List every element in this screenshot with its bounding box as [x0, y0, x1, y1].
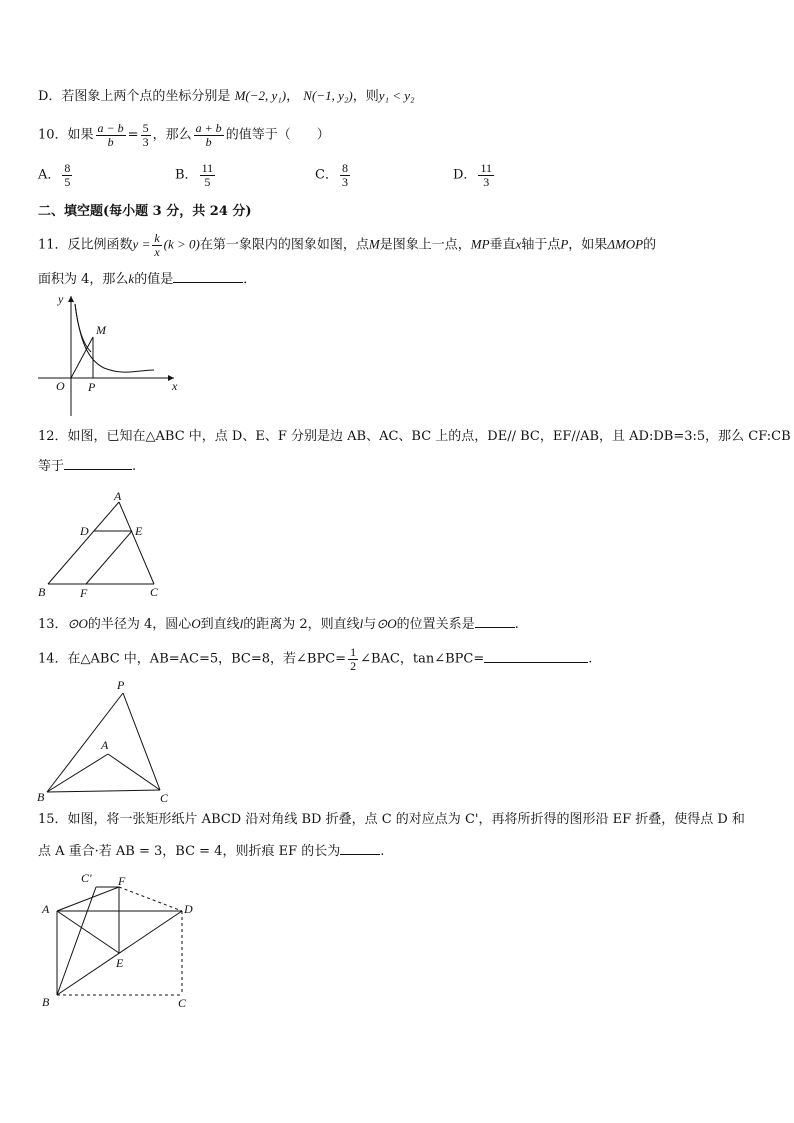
q11-mid6: 的 — [643, 237, 657, 253]
label-c-prime: C' — [81, 871, 92, 885]
q10-stem-pre: 10．如果 — [38, 127, 94, 143]
option-label: B． — [175, 167, 198, 183]
label-o: O — [56, 379, 65, 393]
period: ． — [243, 272, 257, 287]
option-fraction — [200, 162, 216, 188]
label-a: A — [114, 489, 122, 503]
center-o: O — [191, 616, 201, 631]
q14 — [38, 646, 592, 672]
q11-figure — [34, 290, 194, 420]
label-a: A — [42, 902, 50, 916]
side-ac — [119, 502, 154, 584]
y-axis-arrow — [68, 296, 74, 302]
label-b: B — [42, 995, 50, 1009]
segment-ac — [108, 754, 160, 790]
label-p: P — [117, 678, 125, 692]
line-l: l — [359, 616, 364, 631]
frac-den: 2 — [350, 658, 357, 673]
frac-den: 3 — [142, 134, 149, 149]
label-a: A — [101, 738, 109, 752]
q15-figure — [34, 866, 204, 1012]
label-p: P — [88, 380, 96, 394]
q12-line1: 12．如图，已知在△ABC 中，点 D、E、F 分别是边 AB、AC、BC 上的点，DE// BC，EF//AB，且 AD:DB=3:5，那么 CF:CB — [38, 429, 791, 444]
segment-fd-dashed — [119, 887, 182, 911]
q12-line2 — [38, 459, 136, 475]
segment-bp — [47, 693, 123, 792]
frac-num: a + b — [195, 121, 222, 135]
q10-stem — [38, 122, 330, 148]
q15-line2 — [38, 844, 384, 860]
q11-line2-pre: 面积为 4，那么 — [38, 272, 129, 287]
option-fraction — [62, 162, 72, 188]
q10-stem-mid: ，那么 — [152, 127, 192, 143]
q13-mid4: 与 — [363, 617, 377, 632]
circle-o: ⊙O — [67, 616, 88, 631]
label-d: D — [80, 524, 89, 538]
q13-mid1: 的半径为 4，圆心 — [87, 617, 192, 632]
frac-num: 1 — [350, 645, 357, 659]
separator: ， — [286, 89, 300, 104]
q11-line1 — [38, 232, 656, 258]
q10-option-d — [453, 162, 496, 188]
q9-option-d — [38, 88, 415, 105]
point-n-coord: N(−1, y₂) — [303, 88, 353, 103]
fraction-a-minus-b-over-b — [96, 122, 126, 148]
q9d-mid: ，则 — [352, 89, 379, 104]
q12-line2-text: 等于 — [38, 459, 65, 474]
line-l: l — [239, 616, 244, 631]
answer-blank[interactable] — [173, 281, 243, 283]
option-label: A． — [38, 167, 61, 183]
inequality: y₁ < y₂ — [378, 88, 415, 103]
answer-blank[interactable] — [64, 468, 132, 470]
frac-den: 5 — [64, 174, 71, 189]
q10-option-c — [315, 162, 352, 188]
triangle-mop: ΔMOP — [607, 236, 644, 252]
frac-num: 8 — [64, 161, 71, 175]
point-p: P — [560, 236, 569, 252]
fraction-a-plus-b-over-b — [194, 122, 224, 148]
equals-sign: = — [127, 127, 139, 143]
q13 — [38, 616, 519, 633]
period: . — [588, 651, 593, 667]
frac-num: 11 — [480, 161, 492, 175]
q11-mid5: ，如果 — [568, 237, 608, 253]
q11-line2 — [38, 271, 256, 288]
q12-figure — [34, 488, 174, 602]
frac-den: 3 — [483, 174, 490, 189]
q11-pre: 11．反比例函数 — [38, 237, 133, 253]
answer-blank[interactable] — [484, 661, 588, 663]
circle-o: ⊙O — [376, 616, 397, 631]
frac-num: 11 — [201, 161, 214, 175]
frac-num: 8 — [341, 161, 348, 175]
option-fraction — [340, 162, 350, 188]
q15-line1: 15．如图，将一张矩形纸片 ABCD 沿对角线 BD 折叠，点 C 的对应点为 C'，再将所折得的图形沿 EF 折叠，使得点 D 和 — [38, 812, 745, 827]
q11-mid4: 轴于点 — [521, 237, 561, 253]
label-b: B — [37, 790, 45, 804]
segment-bc — [47, 790, 160, 792]
option-label: D． — [453, 167, 477, 183]
q11-mid2: 是图象上一点， — [379, 237, 471, 253]
q14-post: ∠BAC，tan∠BPC= — [360, 651, 485, 667]
q13-pre: 13． — [38, 617, 68, 632]
segment-mp: MP — [470, 236, 490, 252]
frac-den: b — [107, 134, 114, 149]
label-e: E — [116, 956, 124, 970]
frac-num: a − b — [97, 121, 124, 135]
segment-af — [57, 887, 119, 911]
frac-den: b — [205, 134, 212, 149]
segment-ef — [86, 531, 132, 584]
q11-mid1: 在第一象限内的图象如图，点 — [199, 237, 369, 253]
option-fraction — [478, 162, 494, 188]
q9d-prefix: D．若图象上两个点的坐标分别是 — [38, 89, 231, 104]
q14-figure — [30, 677, 180, 807]
segment-pc — [123, 693, 160, 790]
label-y: y — [58, 292, 64, 306]
q13-mid2: 到直线 — [200, 617, 240, 632]
x-var: x — [515, 236, 522, 252]
fraction-one-half — [348, 646, 358, 672]
func-lhs: y = — [132, 236, 151, 252]
answer-blank[interactable] — [475, 626, 515, 628]
segment-om — [71, 337, 93, 378]
q13-mid5: 的位置关系是 — [396, 617, 475, 632]
condition: (k > 0) — [163, 236, 200, 252]
frac-den: x — [154, 244, 160, 259]
period: . — [132, 459, 137, 474]
answer-blank[interactable] — [340, 853, 380, 855]
label-e: E — [135, 524, 143, 538]
label-f: F — [80, 586, 88, 600]
label-c: C — [160, 791, 169, 805]
side-ab — [48, 502, 119, 584]
q11-mid3: 垂直 — [489, 237, 516, 253]
frac-num: 5 — [142, 121, 149, 135]
q10-option-b — [175, 162, 217, 188]
q10-option-a — [38, 162, 74, 188]
q15-line2-pre: 点 A 重合·若 AB = 3，BC = 4，则折痕 EF 的长为 — [38, 844, 341, 859]
q13-mid3: 的距离为 2，则直线 — [243, 617, 360, 632]
label-c: C — [150, 585, 159, 599]
segment-ba — [47, 754, 108, 792]
fraction-5-3 — [141, 122, 151, 148]
period: . — [514, 617, 519, 632]
frac-num: k — [154, 231, 160, 245]
frac-den: 5 — [204, 174, 211, 189]
q14-pre: 14．在△ABC 中，AB=AC=5，BC=8，若∠BPC= — [38, 651, 347, 667]
q11-line2-post: 的值是 — [134, 272, 174, 287]
label-c: C — [178, 996, 187, 1010]
section-heading: 二、填空题(每小题 3 分，共 24 分) — [38, 204, 252, 219]
period: . — [380, 844, 385, 859]
label-m: M — [96, 323, 106, 337]
option-label: C． — [315, 167, 338, 183]
point-m: M — [368, 236, 380, 252]
label-b: B — [38, 585, 46, 599]
fraction-k-over-x — [152, 232, 161, 258]
label-f: F — [118, 874, 126, 888]
label-x: x — [172, 379, 178, 393]
frac-den: 3 — [341, 174, 348, 189]
k-var: k — [128, 271, 135, 286]
segment-ae — [57, 911, 119, 953]
point-m-coord: M(−2, y₁) — [234, 88, 287, 103]
hyperbola-curve — [75, 304, 154, 372]
q10-stem-post: 的值等于（ ） — [225, 127, 330, 143]
label-d: D — [184, 902, 193, 916]
